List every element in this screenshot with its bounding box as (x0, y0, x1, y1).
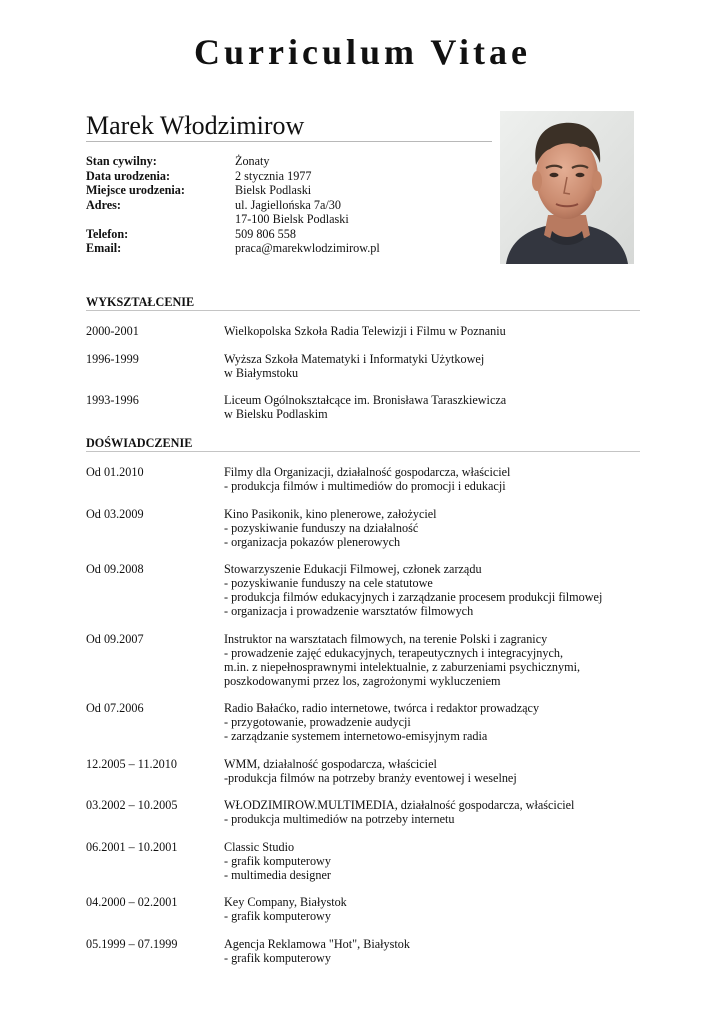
entry-line: Wielkopolska Szkoła Radia Telewizji i Filmu w Poznaniu (224, 324, 506, 338)
personal-row-birthdate (86, 169, 486, 184)
experience-entry (86, 937, 640, 965)
entry-date: 2000-2001 (86, 324, 139, 338)
entry-line: - organizacja i prowadzenie warsztatów filmowych (224, 604, 474, 618)
entry-line: Kino Pasikonik, kino plenerowe, założyciel (224, 506, 437, 521)
entry-description (224, 757, 640, 785)
entry-description (224, 393, 640, 421)
entry-line: poszkodowanymi przez los, zagrożonymi wykluczeniem (224, 673, 501, 688)
entry-date: 1993-1996 (86, 393, 139, 407)
entry-date: 12.2005 – 11.2010 (86, 756, 177, 771)
entry-description (224, 562, 640, 618)
education-entry (86, 352, 640, 380)
entry-description (224, 324, 640, 338)
experience-entry (86, 757, 640, 785)
entry-line: w Bielsku Podlaskim (224, 407, 328, 421)
personal-label: Telefon: (86, 226, 129, 241)
entry-line: -produkcja filmów na potrzeby branży eventowej i weselnej (224, 770, 517, 785)
entry-line: - przygotowanie, prowadzenie audycji (224, 715, 411, 729)
personal-value: 2 stycznia 1977 (235, 168, 312, 183)
entry-line: Liceum Ogólnokształcące im. Bronisława Taraszkiewicza (224, 393, 507, 407)
personal-label: Miejsce urodzenia: (86, 183, 185, 197)
entry-line: WŁODZIMIROW.MULTIMEDIA, działalność gospodarcza, właściciel (224, 798, 575, 812)
personal-value: 509 806 558 (235, 226, 296, 241)
experience-entry (86, 895, 640, 923)
entry-description (224, 352, 640, 380)
entry-line: - grafik komputerowy (224, 950, 331, 965)
personal-value: praca@marekwlodzimirow.pl (235, 241, 380, 255)
entry-line: Stowarzyszenie Edukacji Filmowej, członek zarządu (224, 562, 482, 576)
entry-description (224, 840, 640, 882)
entry-line: - produkcja filmów i multimediów do promocji i edukacji (224, 479, 506, 493)
personal-row-address (86, 198, 486, 213)
experience-entry (86, 562, 640, 618)
personal-info (86, 154, 486, 256)
entry-date: 05.1999 – 07.1999 (86, 936, 178, 951)
education-heading: WYKSZTAŁCENIE (86, 295, 640, 311)
entry-line: - prowadzenie zajęć edukacyjnych, terapeutycznych i integracyjnych, (224, 645, 564, 660)
entry-date: Od 01.2010 (86, 465, 144, 479)
experience-entry (86, 632, 640, 688)
entry-date: 06.2001 – 10.2001 (86, 839, 178, 854)
entry-line: - zarządzanie systemem internetowo-emisyjnym radia (224, 729, 488, 743)
personal-label: Adres: (86, 197, 121, 212)
experience-heading: DOŚWIADCZENIE (86, 436, 640, 452)
entry-date: 03.2002 – 10.2005 (86, 798, 178, 812)
entry-line: Agencja Reklamowa "Hot", Białystok (224, 936, 410, 951)
entry-description (224, 798, 640, 826)
entry-description (224, 701, 640, 743)
entry-date: 1996-1999 (86, 351, 139, 366)
entry-line: Key Company, Białystok (224, 895, 347, 909)
entry-description (224, 465, 640, 493)
entry-line: w Białymstoku (224, 365, 299, 380)
personal-value: 17-100 Bielsk Podlaski (235, 212, 349, 226)
entry-description (224, 632, 640, 688)
personal-label: Stan cywilny: (86, 154, 157, 168)
experience-entry (86, 701, 640, 743)
entry-line: Filmy dla Organizacji, działalność gospodarcza, właściciel (224, 465, 511, 479)
experience-entry (86, 840, 640, 882)
entry-description (224, 937, 640, 965)
personal-value: Żonaty (235, 154, 270, 168)
experience-entry (86, 798, 640, 826)
entry-line: - pozyskiwanie funduszy na działalność (224, 520, 419, 535)
profile-photo (500, 111, 634, 264)
entry-date: Od 09.2007 (86, 631, 144, 646)
personal-row-phone (86, 227, 486, 242)
name-divider (86, 141, 492, 142)
entry-line: Instruktor na warsztatach filmowych, na terenie Polski i zagranicy (224, 631, 548, 646)
entry-line: - multimedia designer (224, 867, 331, 882)
personal-value: ul. Jagiellońska 7a/30 (235, 197, 341, 212)
entry-line: - produkcja multimediów na potrzeby internetu (224, 812, 455, 826)
entry-line: Classic Studio (224, 839, 295, 854)
experience-entry (86, 465, 640, 493)
experience-entry (86, 507, 640, 549)
education-list (86, 324, 640, 435)
entry-line: - grafik komputerowy (224, 909, 331, 923)
entry-line: - organizacja pokazów plenerowych (224, 534, 401, 549)
personal-label: Email: (86, 241, 122, 255)
personal-label (86, 212, 235, 227)
entry-description (224, 507, 640, 549)
entry-date: Od 07.2006 (86, 701, 144, 715)
entry-line: - grafik komputerowy (224, 853, 331, 868)
entry-line: WMM, działalność gospodarcza, właściciel (224, 756, 437, 771)
personal-row-marital (86, 154, 486, 169)
entry-line: Wyższa Szkoła Matematyki i Informatyki Użytkowej (224, 351, 485, 366)
entry-line: m.in. z niepełnosprawnymi intelektualnie, z zaburzeniami psychicznymi, (224, 659, 581, 674)
entry-description (224, 895, 640, 923)
entry-date: 04.2000 – 02.2001 (86, 895, 178, 909)
entry-line: Radio Bałaćko, radio internetowe, twórca i redaktor prowadzący (224, 701, 540, 715)
education-entry (86, 393, 640, 421)
experience-list (86, 465, 640, 978)
personal-row-address-2 (86, 212, 486, 227)
entry-line: - pozyskiwanie funduszy na cele statutowe (224, 576, 433, 590)
person-name: Marek Włodzimirow (86, 111, 305, 140)
education-entry (86, 324, 640, 338)
personal-label: Data urodzenia: (86, 168, 171, 183)
personal-row-birthplace (86, 183, 486, 198)
personal-value: Bielsk Podlaski (235, 183, 312, 197)
entry-date: Od 09.2008 (86, 562, 144, 576)
document-title: Curriculum Vitae (194, 32, 531, 72)
entry-line: - produkcja filmów edukacyjnych i zarządzanie procesem produkcji filmowej (224, 590, 603, 604)
personal-row-email (86, 241, 486, 256)
entry-date: Od 03.2009 (86, 506, 144, 521)
